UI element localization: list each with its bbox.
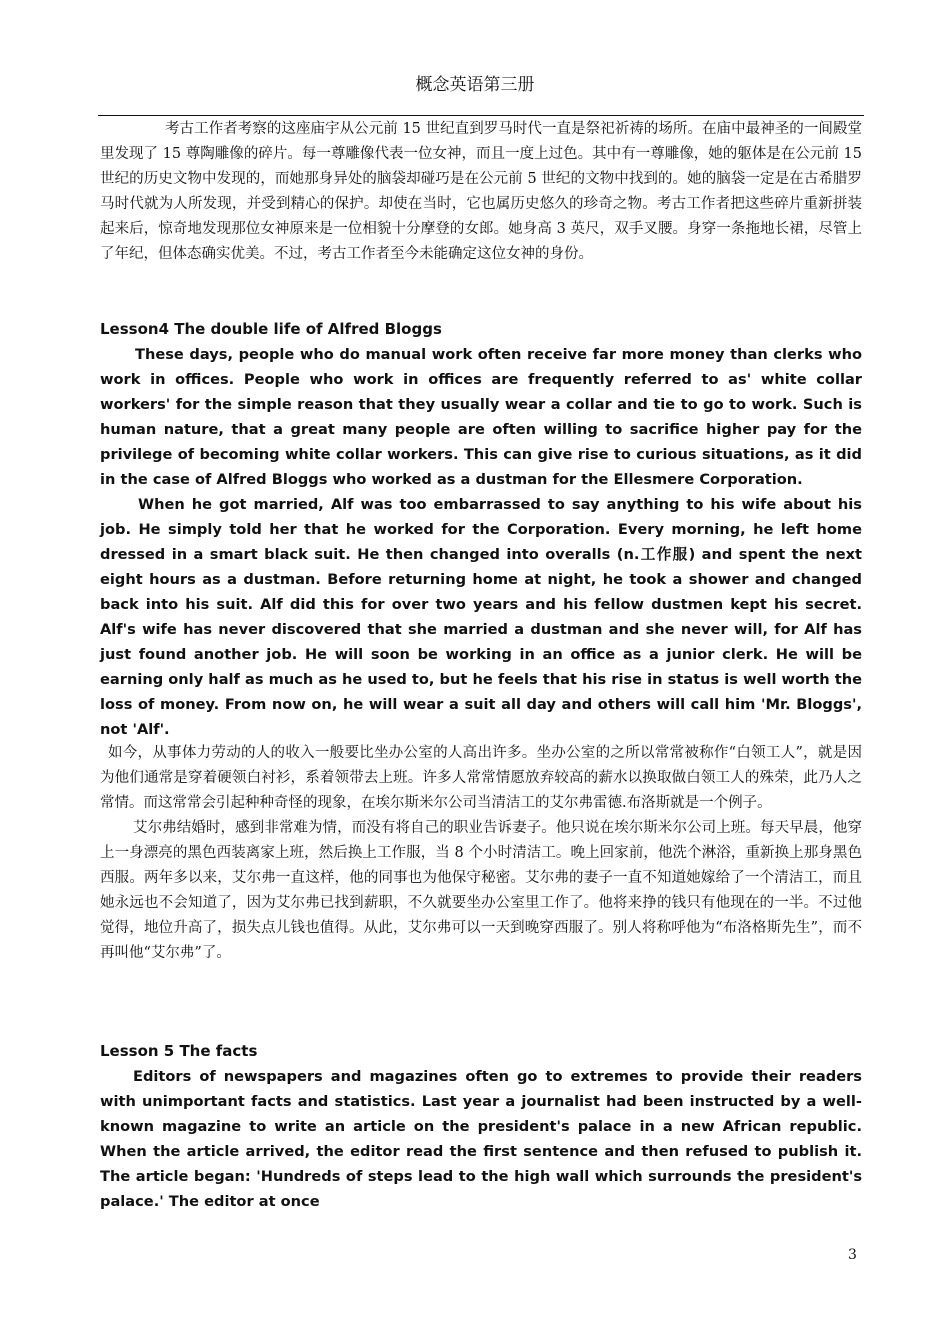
header-rule <box>98 115 864 116</box>
lesson5-section <box>100 1039 862 1214</box>
page-header-title: 概念英语第三册 <box>415 75 535 95</box>
lesson4-chinese-text <box>100 741 862 966</box>
lesson4-chinese-paragraph-1: 如今，从事体力劳动的人的收入一般要比坐办公室的人高出许多。坐办公室的之所以常常被称作“白领工人”，就是因为他们通常是穿着硬领白衬衫，系着领带去上班。许多人常常情愿放弃较高的薪水以换取做白领工人的殊荣，此乃人之常情。而这常常会引起种种奇怪的现象，在埃尔斯米尔公司当清洁工的艾尔弗雷德.布洛斯就是一个例子。 <box>100 745 862 811</box>
lesson5-paragraph-1: Editors of newspapers and magazines often go to extremes to provide their readers with unimportant facts and statistics. Last year a journalist had been instructed by a well-known magazine to write an article on the president's palace in a new African republic. When the article arrived, the editor read the first sentence and then refused to publish it. The article began: 'Hundreds of steps lead to the high wall which surrounds the president's palace.' The editor at once <box>100 1068 862 1210</box>
page-number: 3 <box>848 1247 857 1263</box>
intro-chinese-block <box>100 117 862 267</box>
lesson4-paragraph-1: These days, people who do manual work often receive far more money than clerks who work in offices. People who work in offices are frequently referred to as' white collar workers' for the simple reason that they usually wear a collar and tie to go to work. Such is human nature, that a great many people are often willing to sacrifice higher pay for the privilege of becoming white collar workers. This can give rise to curious situations, as it did in the case of Alfred Bloggs who worked as a dustman for the Ellesmere Corporation. <box>100 346 862 488</box>
lesson4-title: Lesson4 The double life of Alfred Bloggs <box>100 320 442 338</box>
lesson5-title: Lesson 5 The facts <box>100 1042 258 1060</box>
intro-chinese-paragraph: 考古工作者考察的这座庙宇从公元前 15 世纪直到罗马时代一直是祭祀祈祷的场所。在庙中最神圣的一间殿堂里发现了 15 尊陶雕像的碎片。每一尊雕像代表一位女神，而且一度上过色。其中有一尊雕像，她的躯体是在公元前 15 世纪的历史文物中发现的，而她那身异处的脑袋却碰巧是在公元前 5 世纪的文物中找到的。她的脑袋一定是在古希腊罗马时代就为人所发现，并受到精心的保护。却使在当时，它也属历史悠久的珍奇之物。考古工作者把这些碎片重新拼装起来后，惊奇地发现那位女神原来是一位相貌十分摩登的女郎。她身高 3 英尺，双手叉腰。身穿一条拖地长裙，尽管上了年纪，但体态确实优美。不过，考古工作者至今未能确定这位女神的身份。 <box>100 121 862 262</box>
lesson4-chinese-paragraph-2: 艾尔弗结婚时，感到非常难为情，而没有将自己的职业告诉妻子。他只说在埃尔斯米尔公司上班。每天早晨，他穿上一身漂亮的黑色西装离家上班，然后换上工作服，当 8 个小时清洁工。晚上回家前，他洗个淋浴，重新换上那身黑色西服。两年多以来，艾尔弗一直这样，他的同事也为他保守秘密。艾尔弗的妻子一直不知道她嫁给了一个清洁工，而且她永远也不会知道了，因为艾尔弗已找到薪职，不久就要坐办公室里工作了。他将来挣的钱只有他现在的一半。不过他觉得，地位升高了，损失点儿钱也值得。从此，艾尔弗可以一天到晚穿西服了。别人将称呼他为“布洛格斯先生”，而不再叫他“艾尔弗”了。 <box>100 820 862 961</box>
lesson5-english-text <box>100 1064 862 1214</box>
lesson4-section <box>100 317 862 966</box>
lesson4-english-text <box>100 342 862 742</box>
lesson4-paragraph-2: When he got married, Alf was too embarrassed to say anything to his wife about his job. He simply told her that he worked for the Corporation. Every morning, he left home dressed in a smart black suit. He then changed into overalls (n.工作服) and spent the next eight hours as a dustman. Before returning home at night, he took a shower and changed back into his suit. Alf did this for over two years and his fellow dustmen kept his secret. Alf's wife has never discovered that she married a dustman and she never will, for Alf has just found another job. He will soon be working in an office as a junior clerk. He will be earning only half as much as he used to, but he feels that his rise in status is well worth the loss of money. From now on, he will wear a suit all day and others will call him 'Mr. Bloggs', not 'Alf'. <box>100 496 862 738</box>
